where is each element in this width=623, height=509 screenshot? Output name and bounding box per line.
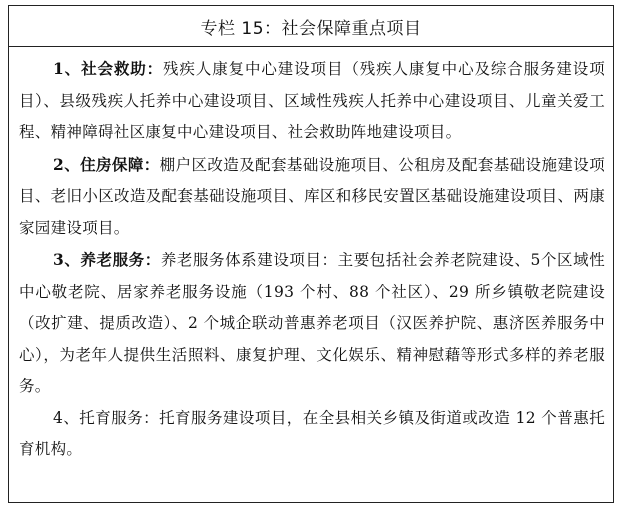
item-lead: 3、养老服务： — [53, 250, 161, 269]
item-childcare — [19, 403, 605, 466]
item-text: 托育服务建设项目，在全县相关乡镇及街道或改造 12 个普惠托育机构。 — [19, 408, 605, 458]
item-text: 棚户区改造及配套基础设施项目、公租房及配套基础设施建设项目、老旧小区改造及配套基础设施项目、库区和移民安置区基础设施建设项目、两康家园建设项目。 — [19, 155, 605, 237]
panel-body — [9, 47, 613, 466]
item-social-assistance — [19, 53, 605, 149]
panel-title: 专栏 15：社会保障重点项目 — [9, 6, 613, 47]
item-elderly-care — [19, 244, 605, 403]
item-lead: 1、社会救助： — [53, 59, 164, 78]
item-text: 残疾人康复中心建设项目（残疾人康复中心及综合服务建设项目）、县级残疾人托养中心建设项目、区域性残疾人托养中心建设项目、儿童关爱工程、精神障碍社区康复中心建设项目、社会救助阵地建设项目。 — [19, 60, 605, 141]
item-text: 养老服务体系建设项目：主要包括社会养老院建设、5个区域性中心敬老院、居家养老服务设施（193 个村、88 个社区）、29 所乡镇敬老院建设（改扩建、提质改造）、2 个城企联动普惠养老项目（汉医养护院、惠济医养服务中心），为老年人提供生活照料、康复护理、文化娱乐、精神慰藉等形式多样的养老服务。 — [19, 251, 605, 395]
item-lead: 2、住房保障： — [53, 154, 160, 174]
item-housing-security — [19, 149, 605, 245]
item-lead: 4、托育服务： — [53, 408, 160, 427]
project-panel — [8, 5, 614, 503]
